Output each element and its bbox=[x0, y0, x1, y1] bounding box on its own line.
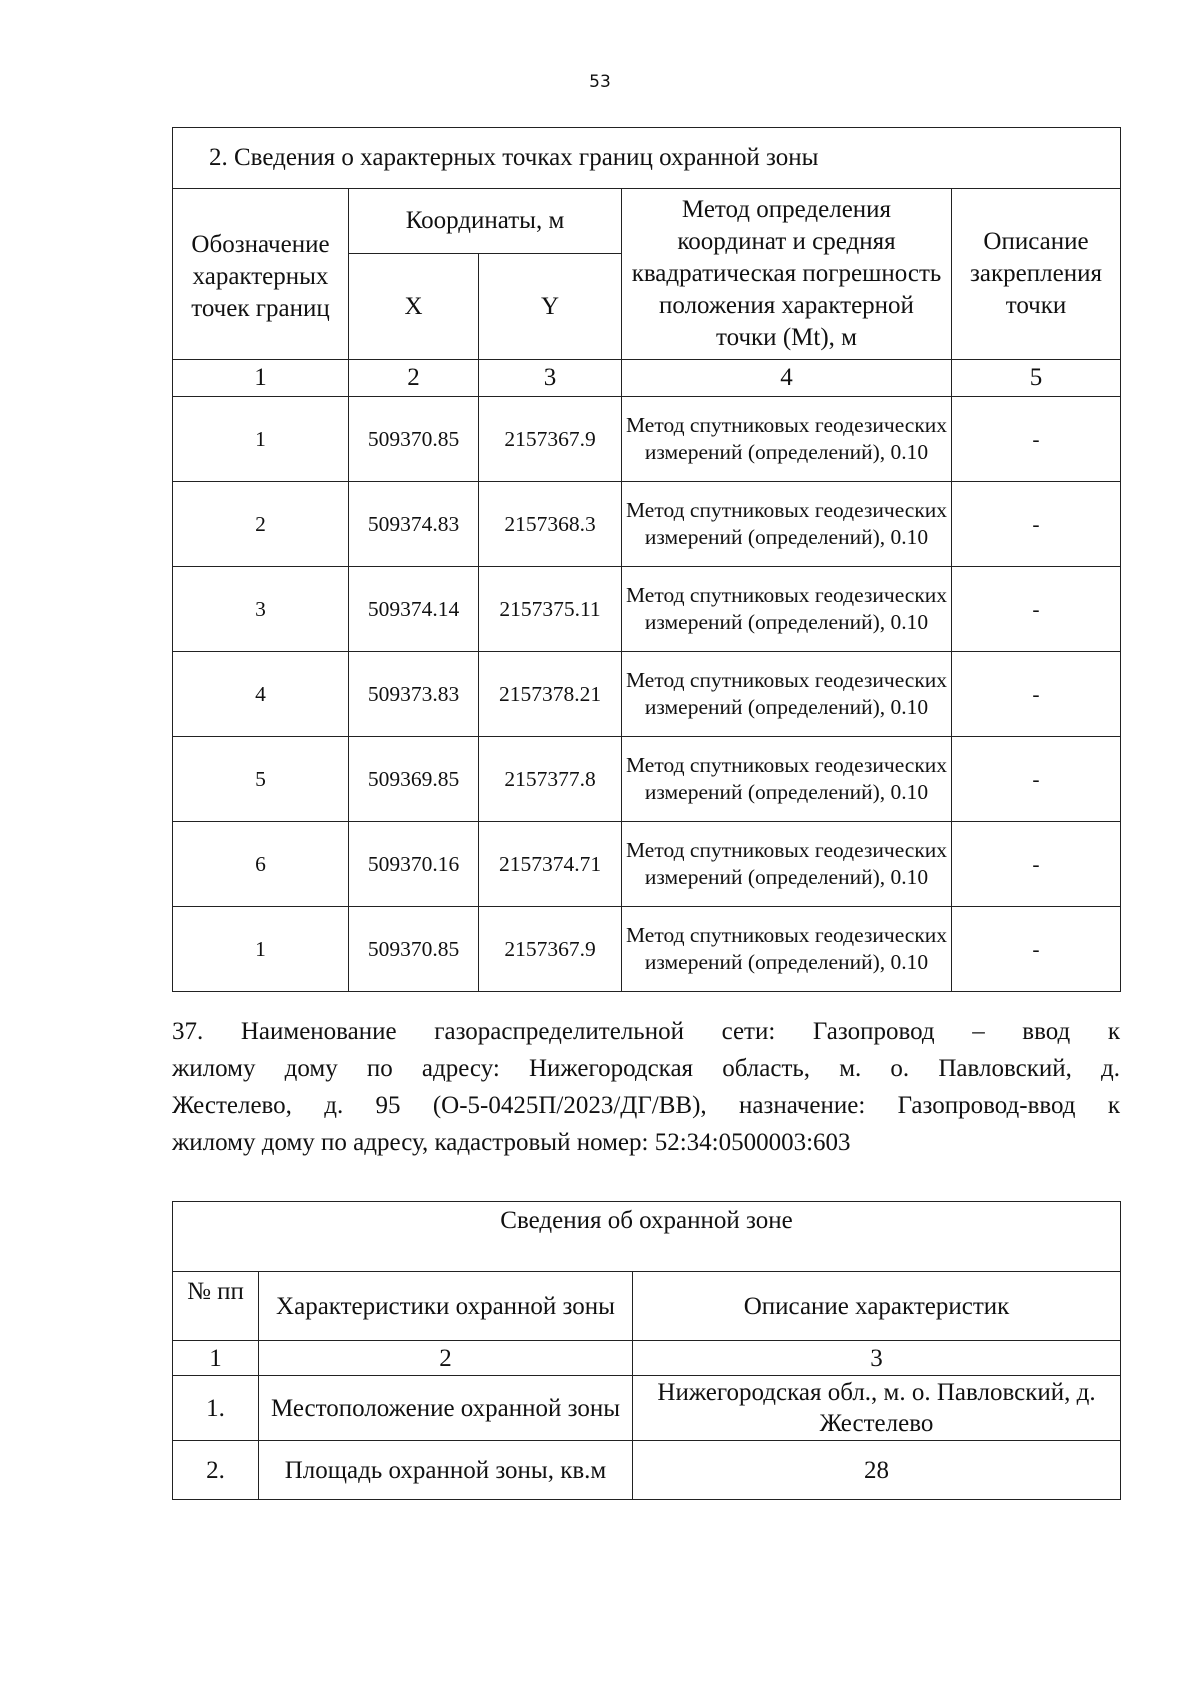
paragraph-line: жилому дому по адресу, кадастровый номер: 52:34:0500003:603 bbox=[172, 1129, 851, 1156]
table-row bbox=[173, 907, 1121, 992]
y-coordinate: 2157375.11 bbox=[479, 567, 622, 652]
network-description-paragraph bbox=[172, 1013, 1120, 1161]
x-coordinate: 509374.14 bbox=[349, 567, 479, 652]
x-coordinate: 509370.85 bbox=[349, 907, 479, 992]
y-coordinate: 2157367.9 bbox=[479, 397, 622, 482]
column-number: 3 bbox=[479, 360, 622, 397]
method-cell: Метод спутниковых геодезических измерений (определений), 0.10 bbox=[622, 907, 952, 992]
y-coordinate: 2157378.21 bbox=[479, 652, 622, 737]
table-row bbox=[173, 1441, 1121, 1500]
x-coordinate: 509370.85 bbox=[349, 397, 479, 482]
x-coordinate: 509370.16 bbox=[349, 822, 479, 907]
column-numbers-row bbox=[173, 1341, 1121, 1376]
method-cell: Метод спутниковых геодезических измерений (определений), 0.10 bbox=[622, 652, 952, 737]
table-row bbox=[173, 397, 1121, 482]
table-row bbox=[173, 652, 1121, 737]
points-table-title: 2. Сведения о характерных точках границ охранной зоны bbox=[173, 128, 1121, 189]
row-number: 2. bbox=[173, 1441, 259, 1500]
description-cell: Нижегородская обл., м. о. Павловский, д. Жестелево bbox=[633, 1376, 1121, 1441]
table-row bbox=[173, 822, 1121, 907]
point-number: 6 bbox=[173, 822, 349, 907]
description-cell: - bbox=[952, 567, 1121, 652]
description-cell: - bbox=[952, 822, 1121, 907]
table-row bbox=[173, 482, 1121, 567]
description-cell: - bbox=[952, 737, 1121, 822]
point-number: 5 bbox=[173, 737, 349, 822]
description-cell: - bbox=[952, 907, 1121, 992]
description-cell: 28 bbox=[633, 1441, 1121, 1500]
row-number: 1. bbox=[173, 1376, 259, 1441]
description-cell: - bbox=[952, 652, 1121, 737]
y-coordinate: 2157377.8 bbox=[479, 737, 622, 822]
method-cell: Метод спутниковых геодезических измерений (определений), 0.10 bbox=[622, 482, 952, 567]
protection-zone-table bbox=[172, 1201, 1121, 1500]
characteristic-cell: Местоположение охранной зоны bbox=[259, 1376, 633, 1441]
header-coordinates: Координаты, м bbox=[349, 189, 622, 254]
y-coordinate: 2157368.3 bbox=[479, 482, 622, 567]
header-x: X bbox=[349, 254, 479, 360]
point-number: 2 bbox=[173, 482, 349, 567]
description-cell: - bbox=[952, 397, 1121, 482]
boundary-points-table bbox=[172, 127, 1121, 992]
header-characteristic: Характеристики охранной зоны bbox=[259, 1272, 633, 1341]
header-description: Описание характеристик bbox=[633, 1272, 1121, 1341]
point-number: 1 bbox=[173, 907, 349, 992]
paragraph-line: жилому дому по адресу: Нижегородская область, м. о. Павловский, д. bbox=[172, 1055, 1120, 1082]
column-number: 2 bbox=[349, 360, 479, 397]
table-row bbox=[173, 567, 1121, 652]
header-description: Описание закрепления точки bbox=[952, 189, 1121, 360]
method-cell: Метод спутниковых геодезических измерений (определений), 0.10 bbox=[622, 822, 952, 907]
column-number: 1 bbox=[173, 360, 349, 397]
x-coordinate: 509374.83 bbox=[349, 482, 479, 567]
column-number: 2 bbox=[259, 1341, 633, 1376]
table-row bbox=[173, 1376, 1121, 1441]
page-number: 53 bbox=[589, 72, 611, 92]
header-y: Y bbox=[479, 254, 622, 360]
description-cell: - bbox=[952, 482, 1121, 567]
column-number: 4 bbox=[622, 360, 952, 397]
paragraph-line: 37. Наименование газораспределительной сети: Газопровод – ввод к bbox=[172, 1018, 1120, 1045]
column-numbers-row bbox=[173, 360, 1121, 397]
zone-table-title: Сведения об охранной зоне bbox=[173, 1202, 1121, 1272]
point-number: 3 bbox=[173, 567, 349, 652]
method-cell: Метод спутниковых геодезических измерений (определений), 0.10 bbox=[622, 567, 952, 652]
column-number: 1 bbox=[173, 1341, 259, 1376]
y-coordinate: 2157367.9 bbox=[479, 907, 622, 992]
characteristic-cell: Площадь охранной зоны, кв.м bbox=[259, 1441, 633, 1500]
x-coordinate: 509373.83 bbox=[349, 652, 479, 737]
paragraph-line: Жестелево, д. 95 (О-5-0425П/2023/ДГ/ВВ), назначение: Газопровод-ввод к bbox=[172, 1092, 1120, 1119]
table-row bbox=[173, 737, 1121, 822]
header-num: № пп bbox=[173, 1272, 259, 1341]
header-method: Метод определения координат и средняя квадратическая погрешность положения характерной точки (Mt), м bbox=[622, 189, 952, 360]
point-number: 4 bbox=[173, 652, 349, 737]
point-number: 1 bbox=[173, 397, 349, 482]
method-cell: Метод спутниковых геодезических измерений (определений), 0.10 bbox=[622, 397, 952, 482]
method-cell: Метод спутниковых геодезических измерений (определений), 0.10 bbox=[622, 737, 952, 822]
header-point-designation: Обозначение характерных точек границ bbox=[173, 189, 349, 360]
y-coordinate: 2157374.71 bbox=[479, 822, 622, 907]
column-number: 3 bbox=[633, 1341, 1121, 1376]
x-coordinate: 509369.85 bbox=[349, 737, 479, 822]
column-number: 5 bbox=[952, 360, 1121, 397]
